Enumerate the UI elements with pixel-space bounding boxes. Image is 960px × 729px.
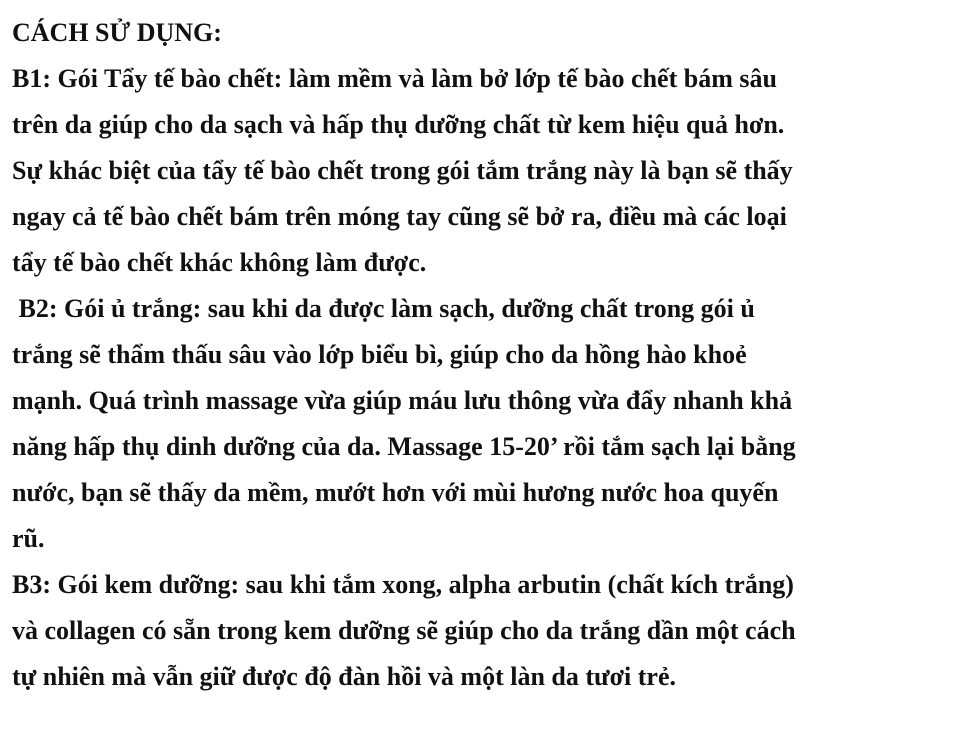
text-line: tẩy tế bào chết khác không làm được. bbox=[12, 248, 427, 277]
text-line: mạnh. Quá trình massage vừa giúp máu lưu thông vừa đẩy nhanh khả bbox=[12, 386, 793, 415]
text-line: ngay cả tế bào chết bám trên móng tay cũng sẽ bở ra, điều mà các loại bbox=[12, 202, 787, 231]
text-line: trên da giúp cho da sạch và hấp thụ dưỡng chất từ kem hiệu quả hơn. bbox=[12, 110, 785, 139]
usage-instructions bbox=[12, 16, 948, 706]
text-line: rũ. bbox=[12, 524, 45, 553]
text-line: B2: Gói ủ trắng: sau khi da được làm sạch, dưỡng chất trong gói ủ bbox=[12, 294, 755, 323]
text-line: trắng sẽ thẩm thấu sâu vào lớp biểu bì, giúp cho da hồng hào khoẻ bbox=[12, 340, 747, 369]
heading: CÁCH SỬ DỤNG: bbox=[12, 18, 222, 47]
text-line: B1: Gói Tẩy tế bào chết: làm mềm và làm bở lớp tế bào chết bám sâu bbox=[12, 64, 777, 93]
text-line: B3: Gói kem dưỡng: sau khi tắm xong, alpha arbutin (chất kích trắng) bbox=[12, 570, 794, 599]
text-line: tự nhiên mà vẫn giữ được độ đàn hồi và một làn da tươi trẻ. bbox=[12, 662, 676, 691]
text-line: nước, bạn sẽ thấy da mềm, mướt hơn với mùi hương nước hoa quyến bbox=[12, 478, 779, 507]
text-line: năng hấp thụ dinh dưỡng của da. Massage 15-20’ rồi tắm sạch lại bằng bbox=[12, 432, 796, 461]
text-line: Sự khác biệt của tẩy tế bào chết trong gói tắm trắng này là bạn sẽ thấy bbox=[12, 156, 793, 185]
text-line: và collagen có sẵn trong kem dưỡng sẽ giúp cho da trắng dần một cách bbox=[12, 616, 796, 645]
